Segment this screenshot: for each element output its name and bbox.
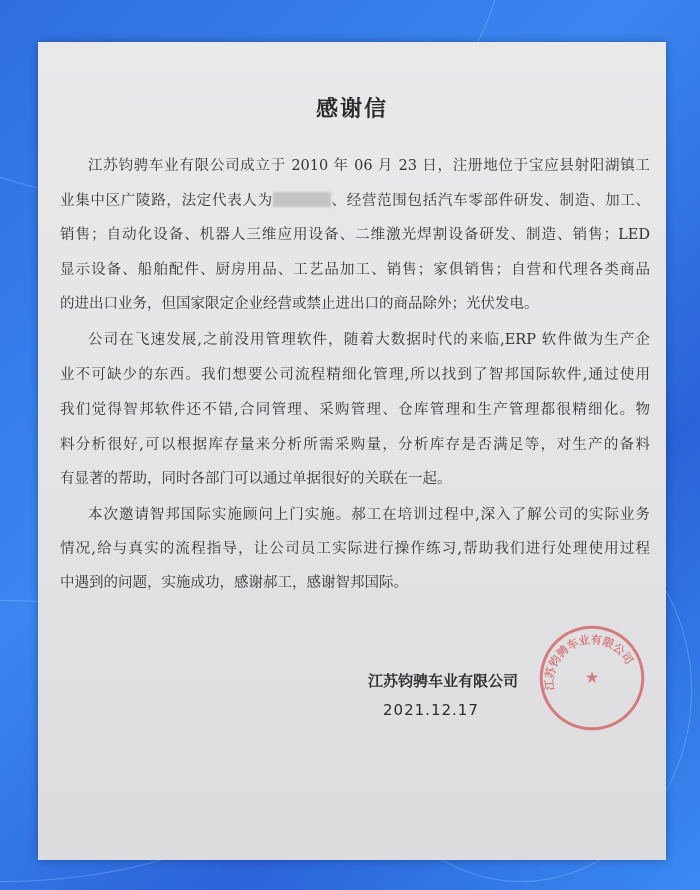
seal-text: 江苏钧骋车业有限公司 xyxy=(542,633,636,691)
text-line xyxy=(60,189,650,210)
text-line: 显示设备、船舶配件、厨房用品、工艺品加工、销售；家俱销售；自营和代理各类商品 xyxy=(60,262,650,278)
text-line: 业不可缺少的东西。我们想要公司流程精细化管理,所以找到了智邦国际软件,通过使用 xyxy=(60,367,650,383)
text-segment: 业集中区广陵路，法定代表人为 xyxy=(60,193,273,209)
letter-title: 感谢信 xyxy=(315,96,388,122)
text-segment: 、经营范围包括汽车零部件研发、制造、加工、 xyxy=(330,193,651,209)
text-line: 料分析很好,可以根据库存量来分析所需采购量，分析库存是否满足等，对生产的备料 xyxy=(60,437,650,453)
thank-you-letter xyxy=(38,42,666,860)
text-line: 中遇到的问题，实施成功，感谢郝工，感谢智邦国际。 xyxy=(60,575,408,591)
text-line: 我们觉得智邦软件还不错,合同管理、采购管理、仓库管理和生产管理都很精细化。物 xyxy=(60,402,650,418)
signature-company: 江苏钧骋车业有限公司 xyxy=(368,672,519,690)
text-line: 的进出口业务，但国家限定企业经营或禁止进出口的商品除外；光伏发电。 xyxy=(60,296,539,312)
text-line: 本次邀请智邦国际实施顾问上门实施。郝工在培训过程中,深入了解公司的实际业务 xyxy=(88,507,650,523)
letter-date: 2021.12.17 xyxy=(383,701,479,719)
text-line: 销售；自动化设备、机器人三维应用设备、二维激光焊割设备研发、制造、销售；LED xyxy=(60,227,650,243)
redacted-name xyxy=(273,192,331,207)
text-line: 情况,给与真实的流程指导，让公司员工实际进行操作练习,帮助我们进行处理使用过程 xyxy=(60,541,650,557)
text-line: 公司在飞速发展,之前没用管理软件，随着大数据时代的来临,ERP 软件做为生产企 xyxy=(88,332,650,348)
text-line: 有显著的帮助，同时各部门可以通过单据很好的关联在一起。 xyxy=(60,471,452,487)
seal-star: ★ xyxy=(584,668,600,688)
company-seal xyxy=(536,622,648,734)
text-line: 江苏钧骋车业有限公司成立于 2010 年 06 月 23 日，注册地位于宝应县射阳湖镇工 xyxy=(88,158,650,174)
